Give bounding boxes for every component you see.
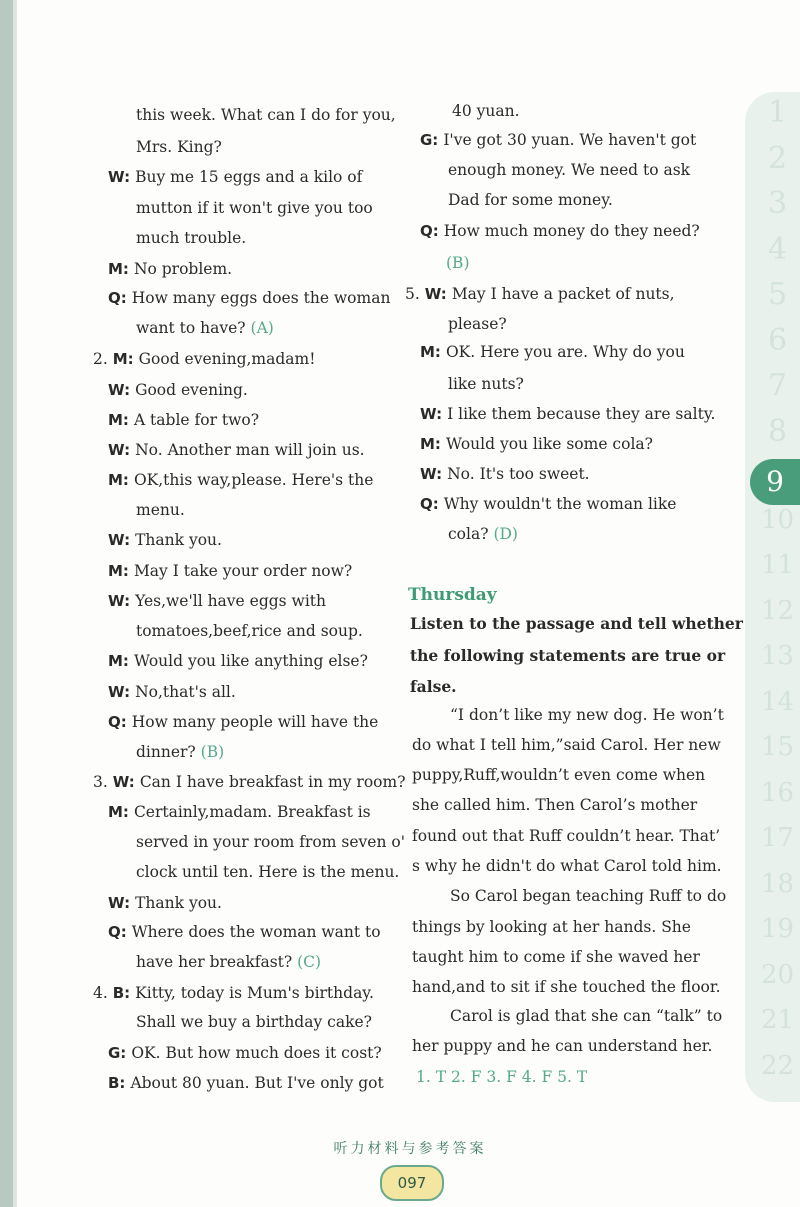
- dialogue-line: [420, 404, 715, 424]
- answer-choice: (A): [245, 319, 274, 337]
- instruction-line: false.: [410, 677, 457, 696]
- line-text: No. It's too sweet.: [447, 465, 590, 483]
- dialogue-line: [136, 500, 185, 520]
- dialogue-line: [446, 253, 470, 273]
- dialogue-line: [93, 349, 315, 369]
- dialogue-line: [136, 137, 222, 157]
- dialogue-line: [448, 160, 690, 180]
- chapter-tab-2[interactable]: 2: [767, 140, 788, 176]
- dialogue-line: [420, 221, 700, 241]
- speaker-label: M:: [108, 260, 129, 278]
- chapter-tab-22[interactable]: 22: [760, 1050, 795, 1081]
- line-text: May I take your order now?: [133, 562, 353, 580]
- chapter-tab-15[interactable]: 15: [760, 732, 795, 762]
- footer-title: 听力材料与参考答案: [333, 1141, 487, 1157]
- chapter-tab-18[interactable]: 18: [760, 868, 795, 899]
- dialogue-line: [136, 621, 363, 641]
- speaker-label: W:: [420, 405, 443, 423]
- chapter-tab-20[interactable]: 20: [760, 959, 795, 990]
- speaker-label: W:: [108, 441, 131, 459]
- dialogue-line: [136, 952, 321, 972]
- line-text: Thank you.: [135, 531, 222, 549]
- passage-line: do what I tell him,”said Carol. Her new: [412, 736, 721, 754]
- line-text: have her breakfast?: [136, 953, 293, 971]
- speaker-label: M:: [108, 562, 129, 580]
- dialogue-line: [93, 772, 406, 792]
- dialogue-line: [108, 410, 259, 430]
- dialogue-line: [136, 1012, 372, 1032]
- line-text: Can I have breakfast in my room?: [139, 773, 406, 791]
- line-text: Certainly,madam. Breakfast is: [133, 803, 371, 821]
- dialogue-line: [93, 983, 374, 1003]
- dialogue-line: [108, 440, 365, 460]
- dialogue-line: [108, 288, 390, 308]
- line-text: want to have?: [136, 319, 246, 337]
- line-text: I've got 30 yuan. We haven't got: [443, 131, 697, 149]
- line-text: tomatoes,beef,rice and soup.: [136, 622, 363, 640]
- chapter-tab-17[interactable]: 17: [760, 823, 795, 853]
- chapter-tab-13[interactable]: 13: [760, 641, 795, 671]
- line-text: May I have a packet of nuts,: [451, 285, 675, 303]
- line-text: Where does the woman want to: [131, 923, 381, 941]
- dialogue-line: [420, 130, 696, 150]
- dialogue-line: [452, 101, 520, 121]
- passage-line: taught him to come if she waved her: [412, 948, 700, 966]
- book-spine-highlight: [13, 0, 17, 1207]
- book-spine-shadow: [0, 0, 13, 1207]
- dialogue-line: [108, 682, 236, 702]
- dialogue-line: [108, 380, 248, 400]
- speaker-label: W:: [108, 683, 131, 701]
- chapter-tab-5[interactable]: 5: [767, 277, 788, 312]
- dialogue-line: [420, 464, 590, 484]
- line-text: About 80 yuan. But I've only got: [130, 1074, 384, 1092]
- speaker-label: W:: [108, 168, 131, 186]
- line-text: menu.: [136, 501, 185, 519]
- line-text: How much money do they need?: [443, 222, 700, 240]
- instruction-line: the following statements are true or: [410, 646, 726, 665]
- line-text: OK. Here you are. Why do you: [445, 343, 685, 361]
- dialogue-line: [448, 314, 507, 334]
- chapter-tab-14[interactable]: 14: [760, 686, 795, 717]
- line-text: this week. What can I do for you,: [136, 106, 396, 124]
- dialogue-line: [108, 651, 368, 671]
- answer-choice: (C): [292, 953, 322, 971]
- line-text: Good evening,madam!: [138, 350, 316, 368]
- line-text: much trouble.: [136, 229, 247, 247]
- dialogue-line: [420, 434, 653, 454]
- dialogue-line: [108, 922, 381, 942]
- dialogue-line: [136, 742, 224, 762]
- speaker-label: G:: [420, 131, 439, 149]
- answer-key: 1. T 2. F 3. F 4. F 5. T: [416, 1068, 588, 1086]
- chapter-tab-4[interactable]: 4: [767, 231, 788, 267]
- answer-choice: (B): [446, 254, 470, 272]
- passage-line: her puppy and he can understand her.: [412, 1037, 713, 1055]
- line-text: Would you like some cola?: [445, 435, 653, 453]
- dialogue-line: [448, 374, 524, 394]
- line-text: Why wouldn't the woman like: [443, 495, 677, 513]
- line-text: No problem.: [133, 260, 233, 278]
- passage-line: she called him. Then Carol’s mother: [412, 796, 698, 814]
- dialogue-line: [136, 105, 396, 125]
- passage-line: puppy,Ruff,wouldn’t even come when: [412, 766, 706, 784]
- line-text: Yes,we'll have eggs with: [135, 592, 326, 610]
- speaker-label: M:: [108, 652, 129, 670]
- chapter-tab-12[interactable]: 12: [760, 595, 795, 626]
- speaker-label: G:: [108, 1044, 127, 1062]
- line-text: OK,this way,please. Here's the: [133, 471, 374, 489]
- passage-line: Carol is glad that she can “talk” to: [450, 1007, 723, 1025]
- chapter-tab-11[interactable]: 11: [760, 550, 795, 580]
- passage-line: “I don’t like my new dog. He won’t: [450, 706, 724, 724]
- speaker-label: M:: [112, 350, 134, 368]
- item-number: 5.: [405, 285, 425, 303]
- dialogue-line: [405, 284, 675, 304]
- chapter-tab-6[interactable]: 6: [767, 322, 788, 358]
- passage-line: So Carol began teaching Ruff to do: [450, 887, 727, 905]
- dialogue-line: [420, 494, 676, 514]
- line-text: Thank you.: [135, 894, 222, 912]
- speaker-label: W:: [424, 285, 447, 303]
- dialogue-line: [448, 524, 518, 544]
- answer-choice: (B): [195, 743, 225, 761]
- line-text: Would you like anything else?: [133, 652, 368, 670]
- dialogue-line: [108, 802, 371, 822]
- chapter-tab-1[interactable]: 1: [767, 95, 788, 130]
- passage-line: things by looking at her hands. She: [412, 918, 691, 936]
- line-text: please?: [448, 315, 507, 333]
- line-text: How many people will have the: [131, 713, 379, 731]
- dialogue-line: [136, 198, 373, 218]
- chapter-tab-21[interactable]: 21: [760, 1005, 795, 1035]
- line-text: I like them because they are salty.: [447, 405, 716, 423]
- dialogue-line: [136, 862, 399, 882]
- chapter-tab-9[interactable]: 9: [750, 459, 800, 505]
- line-text: served in your room from seven o': [136, 833, 405, 851]
- item-number: 2.: [93, 350, 113, 368]
- line-text: cola?: [448, 525, 489, 543]
- line-text: 40 yuan.: [452, 102, 520, 120]
- speaker-label: Q:: [420, 495, 439, 513]
- speaker-label: B:: [112, 984, 131, 1002]
- chapter-tab-3[interactable]: 3: [767, 186, 788, 221]
- line-text: Dad for some money.: [448, 191, 613, 209]
- line-text: No. Another man will join us.: [135, 441, 365, 459]
- instruction-line: Listen to the passage and tell whether: [410, 614, 743, 633]
- line-text: mutton if it won't give you too: [136, 199, 373, 217]
- line-text: Good evening.: [135, 381, 248, 399]
- speaker-label: M:: [420, 435, 441, 453]
- passage-line: found out that Ruff couldn’t hear. That’: [412, 827, 721, 845]
- speaker-label: W:: [108, 381, 131, 399]
- dialogue-line: [108, 470, 373, 490]
- chapter-tab-8[interactable]: 8: [767, 413, 788, 449]
- speaker-label: W:: [108, 531, 131, 549]
- dialogue-line: [108, 893, 222, 913]
- dialogue-line: [136, 832, 405, 852]
- line-text: Mrs. King?: [136, 138, 222, 156]
- speaker-label: W:: [108, 894, 131, 912]
- speaker-label: W:: [112, 773, 135, 791]
- speaker-label: Q:: [108, 289, 127, 307]
- dialogue-line: [136, 318, 274, 338]
- line-text: Kitty, today is Mum's birthday.: [135, 984, 374, 1002]
- line-text: clock until ten. Here is the menu.: [136, 863, 400, 881]
- line-text: Buy me 15 eggs and a kilo of: [135, 168, 363, 186]
- chapter-tab-10[interactable]: 10: [760, 504, 795, 535]
- line-text: dinner?: [136, 743, 196, 761]
- dialogue-line: [108, 1073, 384, 1093]
- page-number: 097: [380, 1165, 444, 1201]
- passage-line: hand,and to sit if she touched the floor.: [412, 978, 721, 996]
- speaker-label: M:: [108, 803, 129, 821]
- line-text: How many eggs does the woman: [131, 289, 391, 307]
- speaker-label: M:: [420, 343, 441, 361]
- dialogue-line: [108, 259, 232, 279]
- speaker-label: Q:: [108, 923, 127, 941]
- speaker-label: W:: [108, 592, 131, 610]
- section-heading: Thursday: [408, 585, 497, 605]
- chapter-tab-19[interactable]: 19: [760, 914, 795, 944]
- chapter-tab-16[interactable]: 16: [760, 777, 795, 808]
- line-text: No,that's all.: [135, 683, 236, 701]
- speaker-label: B:: [108, 1074, 126, 1092]
- dialogue-line: [108, 530, 222, 550]
- dialogue-line: [108, 1043, 382, 1063]
- line-text: A table for two?: [133, 411, 260, 429]
- dialogue-line: [136, 228, 246, 248]
- speaker-label: W:: [420, 465, 443, 483]
- speaker-label: Q:: [420, 222, 439, 240]
- line-text: like nuts?: [448, 375, 524, 393]
- dialogue-line: [448, 190, 613, 210]
- dialogue-line: [108, 712, 378, 732]
- line-text: Shall we buy a birthday cake?: [136, 1013, 372, 1031]
- speaker-label: Q:: [108, 713, 127, 731]
- dialogue-line: [420, 342, 685, 362]
- dialogue-line: [108, 591, 326, 611]
- answer-choice: (D): [488, 525, 518, 543]
- item-number: 4.: [93, 984, 113, 1002]
- speaker-label: M:: [108, 411, 129, 429]
- dialogue-line: [108, 561, 352, 581]
- line-text: OK. But how much does it cost?: [131, 1044, 382, 1062]
- dialogue-line: [108, 167, 362, 187]
- item-number: 3.: [93, 773, 113, 791]
- chapter-tab-7[interactable]: 7: [767, 368, 788, 403]
- passage-line: s why he didn't do what Carol told him.: [412, 857, 722, 875]
- line-text: enough money. We need to ask: [448, 161, 691, 179]
- speaker-label: M:: [108, 471, 129, 489]
